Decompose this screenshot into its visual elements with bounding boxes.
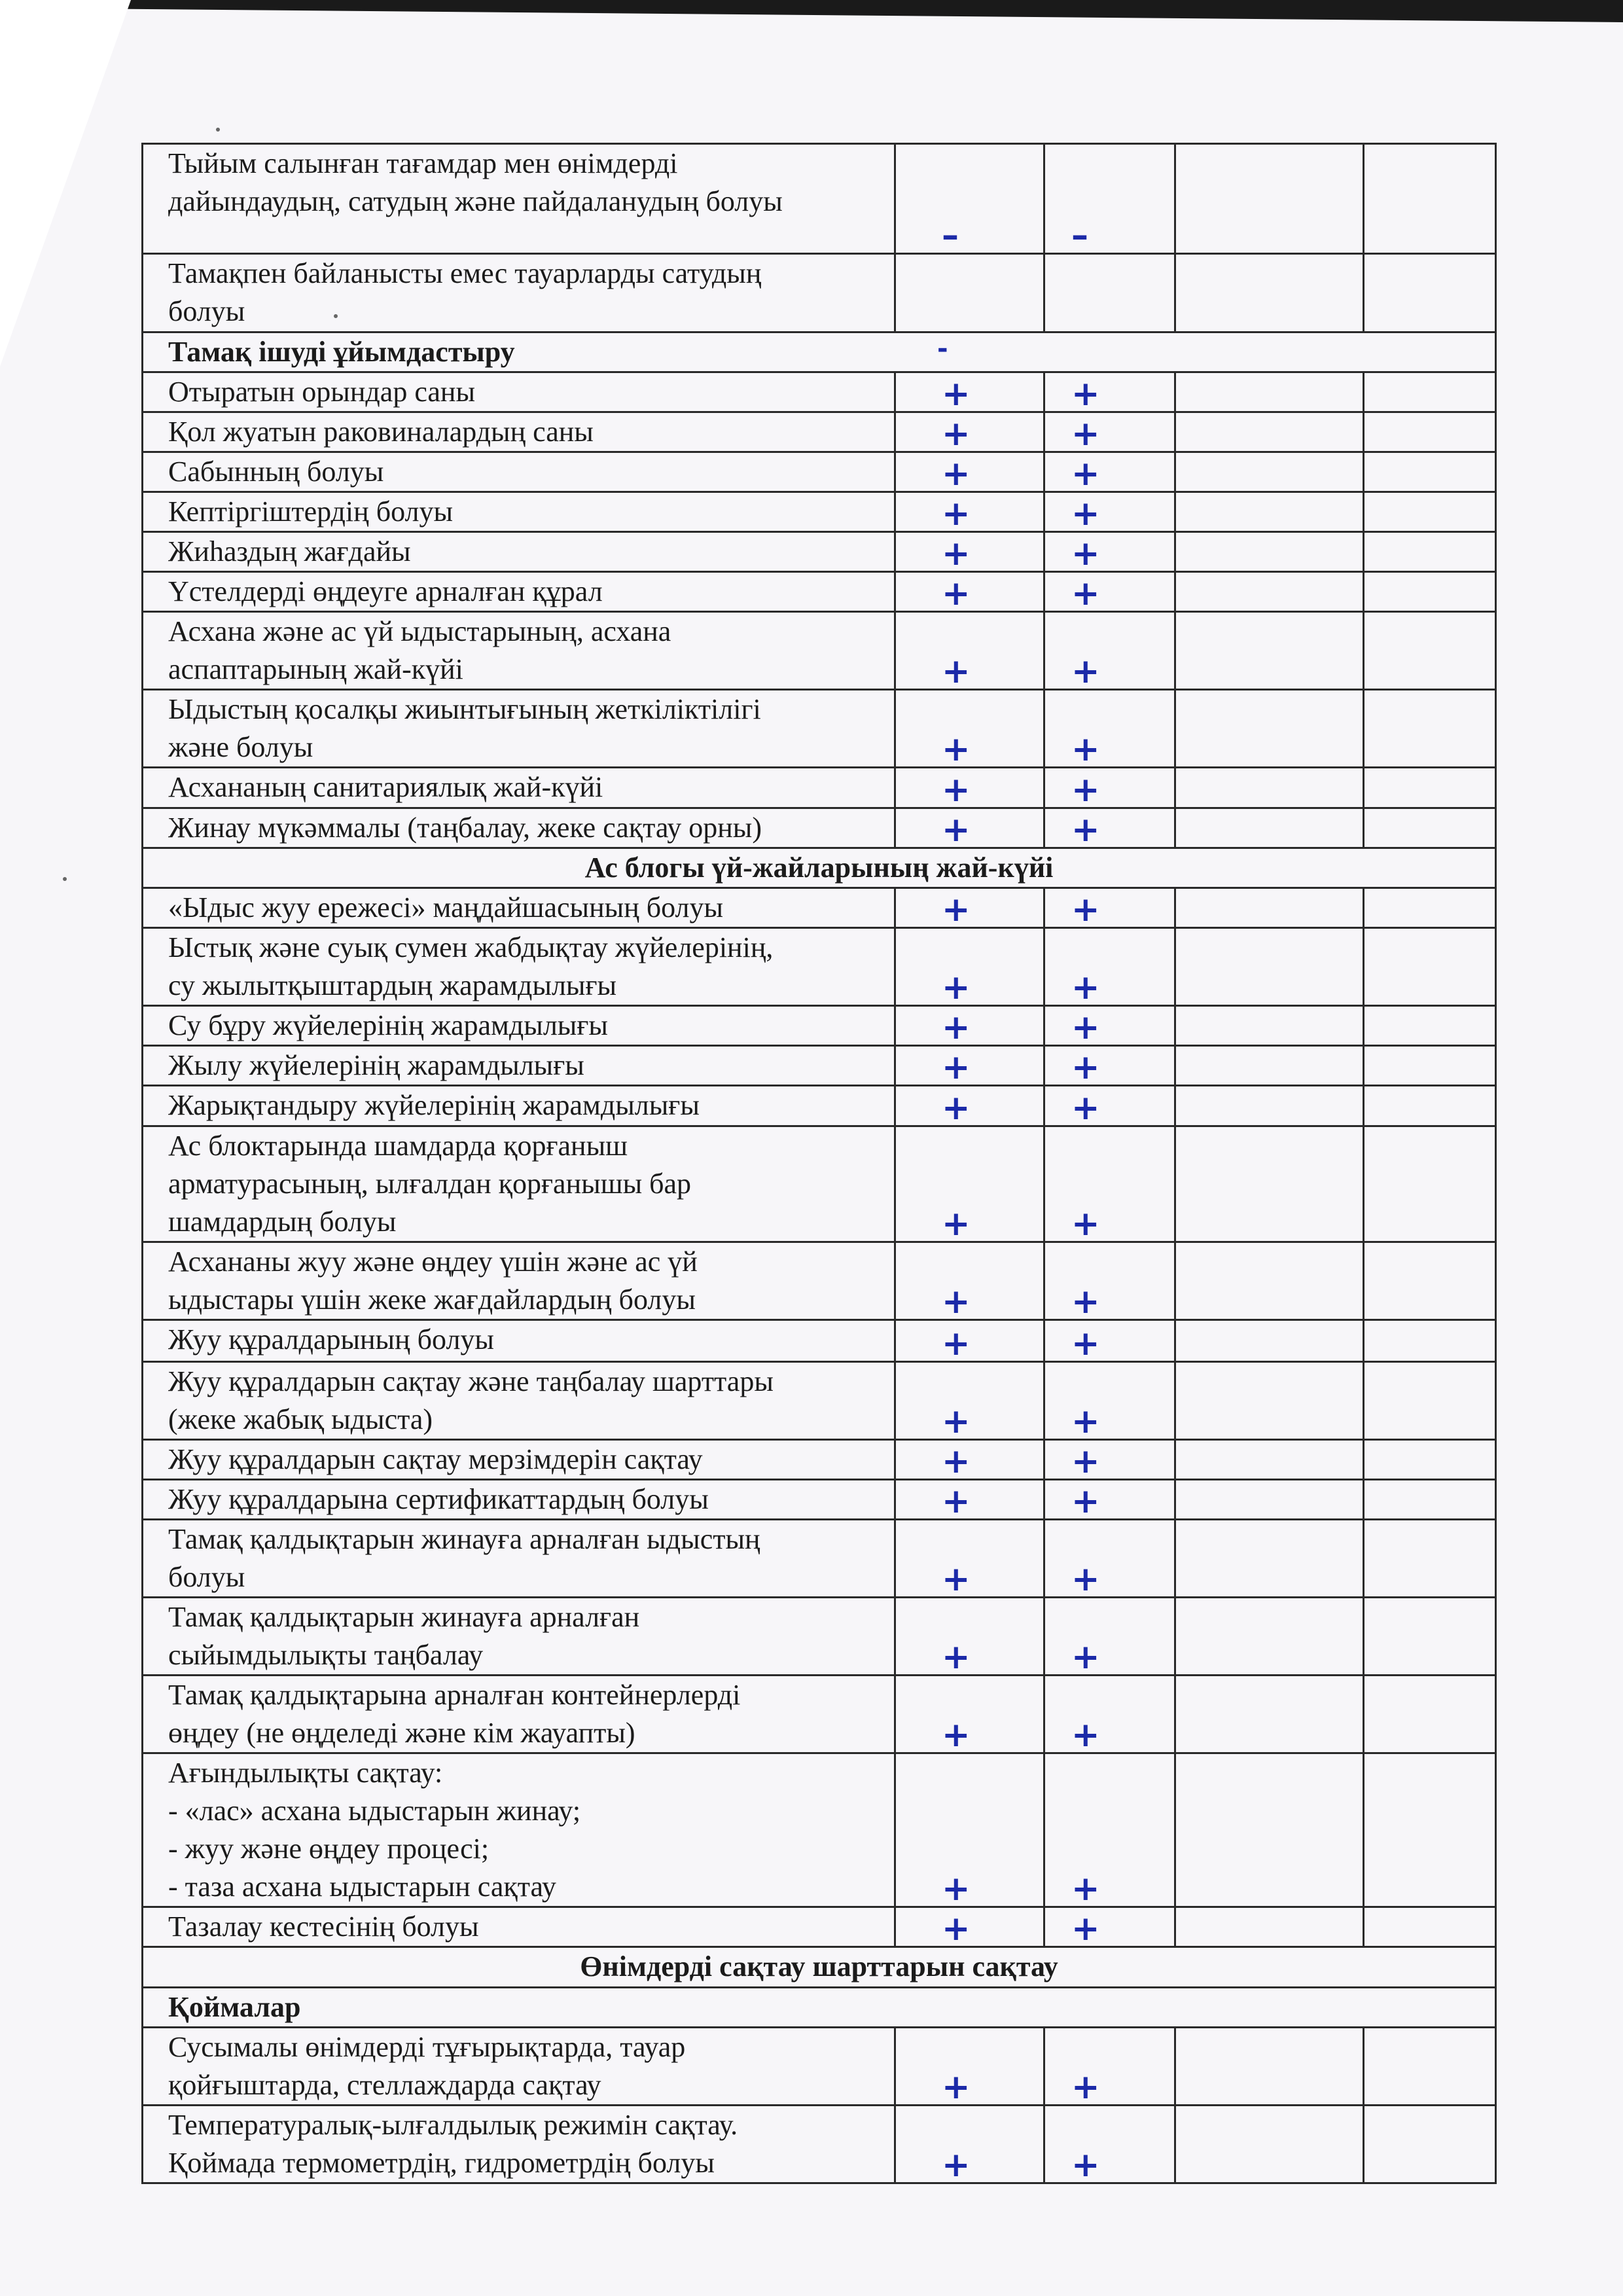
criterion-cell	[143, 808, 895, 848]
checklist-row	[143, 452, 1496, 492]
checklist-row	[143, 768, 1496, 808]
handwritten-mark: +	[942, 810, 971, 848]
criterion-text-line: Ыстық және суық сумен жабдықтау жүйелерінің,	[168, 931, 774, 963]
empty-cell	[1175, 532, 1364, 572]
criterion-cell	[143, 572, 895, 612]
handwritten-mark: +	[1071, 414, 1100, 452]
criterion-cell	[143, 1676, 895, 1753]
handwritten-mark-cell-1	[895, 1126, 1044, 1242]
criterion-cell	[143, 372, 895, 412]
handwritten-mark-cell-2	[1044, 1242, 1175, 1320]
handwritten-mark: +	[1071, 1442, 1100, 1480]
empty-cell	[1364, 1046, 1496, 1086]
handwritten-mark-cell-1	[895, 532, 1044, 572]
criterion-text-line: қойғыштарда, стеллаждарда сақтау	[168, 2069, 601, 2101]
handwritten-mark: +	[942, 1442, 971, 1480]
handwritten-mark-cell-2	[1044, 888, 1175, 928]
empty-cell	[1364, 808, 1496, 848]
empty-cell	[1175, 1362, 1364, 1440]
handwritten-mark-cell-2	[1044, 492, 1175, 532]
handwritten-mark: +	[942, 374, 971, 412]
criterion-text-line: Ыдыстың қосалқы жиынтығының жеткіліктілігі	[168, 693, 761, 725]
scan-fold-corner	[0, 0, 131, 367]
empty-cell	[1364, 2028, 1496, 2106]
criterion-cell	[143, 1242, 895, 1320]
handwritten-mark-cell-2	[1044, 1520, 1175, 1598]
criterion-text-line: Жинау мүкәммалы (таңбалау, жеке сақтау орны)	[168, 812, 762, 844]
handwritten-mark-cell-1	[895, 1320, 1044, 1362]
empty-cell	[1175, 690, 1364, 768]
criterion-text-line: Асхананың санитариялық жай-күйі	[168, 771, 603, 803]
criterion-text-line: болуы	[168, 1561, 245, 1593]
empty-cell	[1364, 1126, 1496, 1242]
handwritten-mark-cell-2	[1044, 1676, 1175, 1753]
criterion-text-line: арматурасының, ылғалдан қорғанышы бар	[168, 1168, 692, 1200]
criterion-cell	[143, 1320, 895, 1362]
criterion-text-line: Қол жуатын раковиналардың саны	[168, 416, 594, 448]
handwritten-mark-cell-2	[1044, 2028, 1175, 2106]
handwritten-mark: +	[942, 968, 971, 1006]
handwritten-mark-cell-1	[895, 768, 1044, 808]
handwritten-mark-cell-1	[895, 928, 1044, 1006]
empty-cell	[1175, 254, 1364, 332]
handwritten-mark-cell-2	[1044, 1440, 1175, 1480]
checklist-row	[143, 254, 1496, 332]
empty-cell	[1364, 532, 1496, 572]
handwritten-mark: +	[1071, 652, 1100, 690]
criterion-cell	[143, 1907, 895, 1947]
handwritten-mark-cell-1	[895, 1520, 1044, 1598]
criterion-text-line: «Ыдыс жуу ережесі» маңдайшасының болуы	[168, 891, 724, 924]
handwritten-mark: +	[942, 1088, 971, 1126]
checklist-row	[143, 492, 1496, 532]
handwritten-mark: +	[942, 1715, 971, 1753]
empty-cell	[1364, 1753, 1496, 1907]
criterion-cell	[143, 1362, 895, 1440]
handwritten-mark-cell-2	[1044, 612, 1175, 690]
empty-cell	[1175, 768, 1364, 808]
checklist-row	[143, 144, 1496, 254]
handwritten-mark-cell-1	[895, 1362, 1044, 1440]
handwritten-mark-cell-2	[1044, 1086, 1175, 1126]
section-title: Қоймалар	[143, 1988, 1496, 2028]
empty-cell	[1175, 372, 1364, 412]
empty-cell	[1175, 1676, 1364, 1753]
empty-cell	[1175, 1753, 1364, 1907]
handwritten-mark: +	[942, 414, 971, 452]
handwritten-mark-cell-2	[1044, 1907, 1175, 1947]
criterion-cell	[143, 144, 895, 254]
checklist-row	[143, 1362, 1496, 1440]
empty-cell	[1364, 254, 1496, 332]
handwritten-mark: +	[1071, 1048, 1100, 1086]
checklist-row	[143, 690, 1496, 768]
criterion-cell	[143, 690, 895, 768]
criterion-text-line: Асхана және ас үй ыдыстарының, асхана	[168, 615, 671, 647]
checklist-row	[143, 412, 1496, 452]
handwritten-mark: +	[1071, 494, 1100, 532]
handwritten-mark: +	[1071, 1008, 1100, 1046]
checklist-row	[143, 1242, 1496, 1320]
criterion-cell	[143, 768, 895, 808]
criterion-text-line: - «лас» асхана ыдыстарын жинау;	[168, 1795, 581, 1827]
criterion-text-line: Ағындылықты сақтау:	[168, 1757, 443, 1789]
handwritten-mark-cell-2	[1044, 1046, 1175, 1086]
checklist-row	[143, 612, 1496, 690]
handwritten-mark: +	[942, 1402, 971, 1440]
criterion-text-line: - жуу және өңдеу процесі;	[168, 1833, 490, 1865]
handwritten-mark: +	[1071, 1088, 1100, 1126]
criterion-cell	[143, 1753, 895, 1907]
handwritten-mark: +	[942, 1909, 971, 1947]
empty-cell	[1364, 452, 1496, 492]
empty-cell	[1175, 808, 1364, 848]
criterion-cell	[143, 2028, 895, 2106]
handwritten-mark: +	[1071, 374, 1100, 412]
criterion-cell	[143, 2106, 895, 2183]
handwritten-mark: +	[942, 574, 971, 612]
handwritten-mark-cell-2	[1044, 144, 1175, 254]
block-header-title: Ас блогы үй-жайларының жай-күйі	[143, 848, 1496, 888]
handwritten-mark-cell-1	[895, 2106, 1044, 2183]
criterion-cell	[143, 928, 895, 1006]
handwritten-mark: +	[942, 534, 971, 572]
criterion-cell	[143, 254, 895, 332]
checklist-row	[143, 2106, 1496, 2183]
handwritten-mark-cell-2	[1044, 690, 1175, 768]
handwritten-mark: +	[1071, 1715, 1100, 1753]
criterion-text-line: Тамақпен байланысты емес тауарларды сатудың	[168, 257, 762, 289]
scan-edge-shadow	[118, 0, 1623, 22]
section-title: Тамақ ішуді ұйымдастыру	[143, 332, 1496, 372]
criterion-text-line: Сабынның болуы	[168, 456, 384, 488]
handwritten-mark: –	[942, 216, 959, 254]
handwritten-mark: +	[1071, 454, 1100, 492]
handwritten-mark-cell-1	[895, 144, 1044, 254]
criterion-cell	[143, 1086, 895, 1126]
criterion-text-line: Кептіргіштердің болуы	[168, 495, 454, 528]
scan-speck	[216, 128, 220, 132]
section-row	[143, 332, 1496, 372]
empty-cell	[1364, 690, 1496, 768]
empty-cell	[1175, 612, 1364, 690]
empty-cell	[1175, 1480, 1364, 1520]
empty-cell	[1364, 768, 1496, 808]
handwritten-mark: +	[942, 1008, 971, 1046]
handwritten-mark-cell-1	[895, 1440, 1044, 1480]
criterion-text-line: Жарықтандыру жүйелерінің жарамдылығы	[168, 1089, 700, 1121]
empty-cell	[1175, 1440, 1364, 1480]
empty-cell	[1364, 1086, 1496, 1126]
criterion-text-line: дайындаудың, сатудың және пайдаланудың болуы	[168, 185, 783, 217]
empty-cell	[1175, 144, 1364, 254]
criterion-text-line: Жуу құралдарына сертификаттардың болуы	[168, 1483, 709, 1515]
criterion-cell	[143, 1440, 895, 1480]
checklist-row	[143, 1907, 1496, 1947]
criterion-cell	[143, 1520, 895, 1598]
criterion-text-line: аспаптарының жай-күйі	[168, 653, 463, 685]
checklist-row	[143, 808, 1496, 848]
handwritten-mark-cell-1	[895, 888, 1044, 928]
criterion-text-line: Тамақ қалдықтарын жинауға арналған ыдыстың	[168, 1523, 760, 1555]
criterion-cell	[143, 1126, 895, 1242]
handwritten-mark: +	[1071, 810, 1100, 848]
criterion-cell	[143, 1046, 895, 1086]
handwritten-mark-cell-2	[1044, 1006, 1175, 1046]
handwritten-mark-cell-2	[1044, 1753, 1175, 1907]
empty-cell	[1364, 2106, 1496, 2183]
empty-cell	[1175, 1242, 1364, 1320]
criterion-text-line: болуы	[168, 295, 245, 327]
criterion-text-line: Асхананы жуу және өңдеу үшін және ас үй	[168, 1246, 698, 1278]
handwritten-mark: +	[1071, 2068, 1100, 2106]
handwritten-mark-cell-2	[1044, 928, 1175, 1006]
criterion-cell	[143, 1480, 895, 1520]
handwritten-mark-cell-2	[1044, 572, 1175, 612]
empty-cell	[1175, 412, 1364, 452]
criterion-text-line: шамдардың болуы	[168, 1206, 397, 1238]
criterion-text-line: Тазалау кестесінің болуы	[168, 1910, 479, 1943]
criterion-text-line: Су бұру жүйелерінің жарамдылығы	[168, 1009, 608, 1041]
handwritten-mark: +	[942, 1282, 971, 1320]
handwritten-mark: +	[1071, 1638, 1100, 1676]
scan-speck	[63, 877, 67, 881]
section-row	[143, 1988, 1496, 2028]
criterion-text-line: Тамақ қалдықтарына арналған контейнерлерді	[168, 1679, 741, 1711]
checklist-row	[143, 1086, 1496, 1126]
criterion-text-line: Ас блоктарында шамдарда қорғаныш	[168, 1130, 628, 1162]
empty-cell	[1364, 1676, 1496, 1753]
empty-cell	[1364, 1520, 1496, 1598]
empty-cell	[1364, 1440, 1496, 1480]
handwritten-mark-cell-2	[1044, 768, 1175, 808]
criterion-text-line: және болуы	[168, 731, 313, 763]
empty-cell	[1364, 1598, 1496, 1676]
checklist-row	[143, 1676, 1496, 1753]
criterion-text-line: Отыратын орындар саны	[168, 376, 476, 408]
checklist-row	[143, 532, 1496, 572]
handwritten-mark-cell-2	[1044, 2106, 1175, 2183]
handwritten-mark-cell-1	[895, 1046, 1044, 1086]
empty-cell	[1175, 452, 1364, 492]
handwritten-mark: +	[1071, 2145, 1100, 2183]
criterion-cell	[143, 492, 895, 532]
handwritten-mark: +	[1071, 968, 1100, 1006]
handwritten-mark-cell-1	[895, 1907, 1044, 1947]
handwritten-mark-cell-1	[895, 1676, 1044, 1753]
criterion-text-line: Тамақ қалдықтарын жинауға арналған	[168, 1601, 640, 1633]
block-header-title: Өнімдерді сақтау шарттарын сақтау	[143, 1947, 1496, 1988]
empty-cell	[1175, 1006, 1364, 1046]
handwritten-mark-cell-2	[1044, 412, 1175, 452]
handwritten-mark: +	[1071, 1909, 1100, 1947]
handwritten-mark: +	[1071, 1482, 1100, 1520]
handwritten-mark: +	[1071, 730, 1100, 768]
handwritten-mark: +	[942, 1048, 971, 1086]
handwritten-mark: +	[942, 1869, 971, 1907]
criterion-text-line: Тыйым салынған тағамдар мен өнімдерді	[168, 147, 678, 179]
criterion-cell	[143, 452, 895, 492]
empty-cell	[1364, 1362, 1496, 1440]
criterion-cell	[143, 1598, 895, 1676]
criterion-cell	[143, 888, 895, 928]
handwritten-mark-cell-2	[1044, 532, 1175, 572]
empty-cell	[1175, 492, 1364, 532]
checklist-row	[143, 1006, 1496, 1046]
criterion-text-line: сыйымдылықты таңбалау	[168, 1639, 484, 1671]
checklist-row	[143, 1480, 1496, 1520]
handwritten-mark-cell-1	[895, 452, 1044, 492]
handwritten-mark: +	[942, 2145, 971, 2183]
handwritten-mark: +	[942, 454, 971, 492]
handwritten-mark-cell-2	[1044, 254, 1175, 332]
empty-cell	[1364, 1320, 1496, 1362]
empty-cell	[1364, 888, 1496, 928]
handwritten-mark-cell-1	[895, 1242, 1044, 1320]
handwritten-mark: +	[1071, 770, 1100, 808]
criterion-text-line: Үстелдерді өңдеуге арналған құрал	[168, 575, 603, 607]
checklist-row	[143, 1520, 1496, 1598]
criterion-text-line: Жуу құралдарының болуы	[168, 1323, 494, 1355]
empty-cell	[1364, 1480, 1496, 1520]
criterion-text-line: өңдеу (не өңделеді және кім жауапты)	[168, 1717, 635, 1749]
handwritten-mark-cell-1	[895, 1598, 1044, 1676]
handwritten-mark-cell-1	[895, 612, 1044, 690]
checklist-row	[143, 1126, 1496, 1242]
empty-cell	[1175, 928, 1364, 1006]
criterion-cell	[143, 532, 895, 572]
criterion-text-line: (жеке жабық ыдыста)	[168, 1403, 433, 1435]
handwritten-mark: +	[1071, 1282, 1100, 1320]
criterion-text-line: ыдыстары үшін жеке жағдайлардың болуы	[168, 1283, 696, 1316]
handwritten-mark: +	[942, 1482, 971, 1520]
handwritten-mark: +	[942, 730, 971, 768]
handwritten-mark: +	[942, 2068, 971, 2106]
empty-cell	[1364, 1907, 1496, 1947]
handwritten-mark-cell-1	[895, 372, 1044, 412]
handwritten-mark-cell-1	[895, 1480, 1044, 1520]
handwritten-mark-cell-2	[1044, 808, 1175, 848]
criterion-text-line: Қоймада термометрдің, гидрометрдің болуы	[168, 2147, 715, 2179]
block-header-row	[143, 848, 1496, 888]
empty-cell	[1175, 1086, 1364, 1126]
handwritten-mark-cell-2	[1044, 452, 1175, 492]
handwritten-mark-cell-2	[1044, 372, 1175, 412]
handwritten-mark-cell-1	[895, 412, 1044, 452]
criterion-text-line: Сусымалы өнімдерді тұғырықтарда, тауар	[168, 2031, 686, 2063]
criterion-text-line: Температуралық-ылғалдылық режимін сақтау.	[168, 2109, 738, 2141]
checklist-row	[143, 2028, 1496, 2106]
handwritten-mark-cell-2	[1044, 1480, 1175, 1520]
handwritten-mark: +	[1071, 890, 1100, 928]
empty-cell	[1364, 572, 1496, 612]
handwritten-mark: +	[942, 494, 971, 532]
handwritten-mark: +	[942, 1324, 971, 1362]
handwritten-mark-cell-1	[895, 1086, 1044, 1126]
empty-cell	[1364, 928, 1496, 1006]
stray-ink-mark: -	[937, 334, 948, 364]
criterion-text-line: Жылу жүйелерінің жарамдылығы	[168, 1049, 584, 1081]
handwritten-mark: +	[1071, 1560, 1100, 1598]
empty-cell	[1364, 612, 1496, 690]
handwritten-mark-cell-1	[895, 1006, 1044, 1046]
empty-cell	[1364, 492, 1496, 532]
handwritten-mark: +	[942, 1204, 971, 1242]
handwritten-mark-cell-1	[895, 2028, 1044, 2106]
empty-cell	[1364, 412, 1496, 452]
empty-cell	[1175, 888, 1364, 928]
criterion-cell	[143, 612, 895, 690]
empty-cell	[1364, 372, 1496, 412]
checklist-row	[143, 888, 1496, 928]
checklist-row	[143, 572, 1496, 612]
handwritten-mark: +	[1071, 534, 1100, 572]
handwritten-mark: +	[1071, 1204, 1100, 1242]
handwritten-mark-cell-1	[895, 492, 1044, 532]
handwritten-mark-cell-2	[1044, 1126, 1175, 1242]
handwritten-mark-cell-2	[1044, 1362, 1175, 1440]
handwritten-mark: –	[1071, 216, 1088, 254]
criterion-cell	[143, 412, 895, 452]
criterion-text-line: Жиһаздың жағдайы	[168, 535, 411, 567]
empty-cell	[1364, 1242, 1496, 1320]
empty-cell	[1364, 144, 1496, 254]
handwritten-mark: +	[942, 890, 971, 928]
block-header-row	[143, 1947, 1496, 1988]
checklist-row	[143, 1320, 1496, 1362]
handwritten-mark-cell-1	[895, 254, 1044, 332]
criterion-text-line: Жуу құралдарын сақтау мерзімдерін сақтау	[168, 1443, 703, 1475]
empty-cell	[1175, 1598, 1364, 1676]
handwritten-mark-cell-2	[1044, 1320, 1175, 1362]
empty-cell	[1175, 1046, 1364, 1086]
handwritten-mark: +	[942, 652, 971, 690]
empty-cell	[1175, 1126, 1364, 1242]
criterion-text-line: су жылытқыштардың жарамдылығы	[168, 969, 617, 1001]
handwritten-mark: +	[1071, 574, 1100, 612]
empty-cell	[1364, 1006, 1496, 1046]
handwritten-mark-cell-1	[895, 808, 1044, 848]
empty-cell	[1175, 2106, 1364, 2183]
handwritten-mark-cell-1	[895, 1753, 1044, 1907]
empty-cell	[1175, 1907, 1364, 1947]
inspection-checklist-table	[141, 143, 1497, 2184]
checklist-row	[143, 928, 1496, 1006]
criterion-text-line: - таза асхана ыдыстарын сақтау	[168, 1871, 556, 1903]
criterion-cell	[143, 1006, 895, 1046]
criterion-text-line: Жуу құралдарын сақтау және таңбалау шарттары	[168, 1365, 774, 1397]
handwritten-mark: +	[1071, 1324, 1100, 1362]
checklist-row	[143, 1753, 1496, 1907]
empty-cell	[1175, 1320, 1364, 1362]
checklist-row	[143, 1598, 1496, 1676]
handwritten-mark: +	[942, 770, 971, 808]
handwritten-mark-cell-1	[895, 690, 1044, 768]
handwritten-mark-cell-1	[895, 572, 1044, 612]
checklist-row	[143, 1046, 1496, 1086]
empty-cell	[1175, 572, 1364, 612]
handwritten-mark: +	[1071, 1869, 1100, 1907]
checklist-row	[143, 372, 1496, 412]
empty-cell	[1175, 2028, 1364, 2106]
handwritten-mark: +	[1071, 1402, 1100, 1440]
handwritten-mark: +	[942, 1560, 971, 1598]
checklist-row	[143, 1440, 1496, 1480]
handwritten-mark-cell-2	[1044, 1598, 1175, 1676]
handwritten-mark: +	[942, 1638, 971, 1676]
empty-cell	[1175, 1520, 1364, 1598]
